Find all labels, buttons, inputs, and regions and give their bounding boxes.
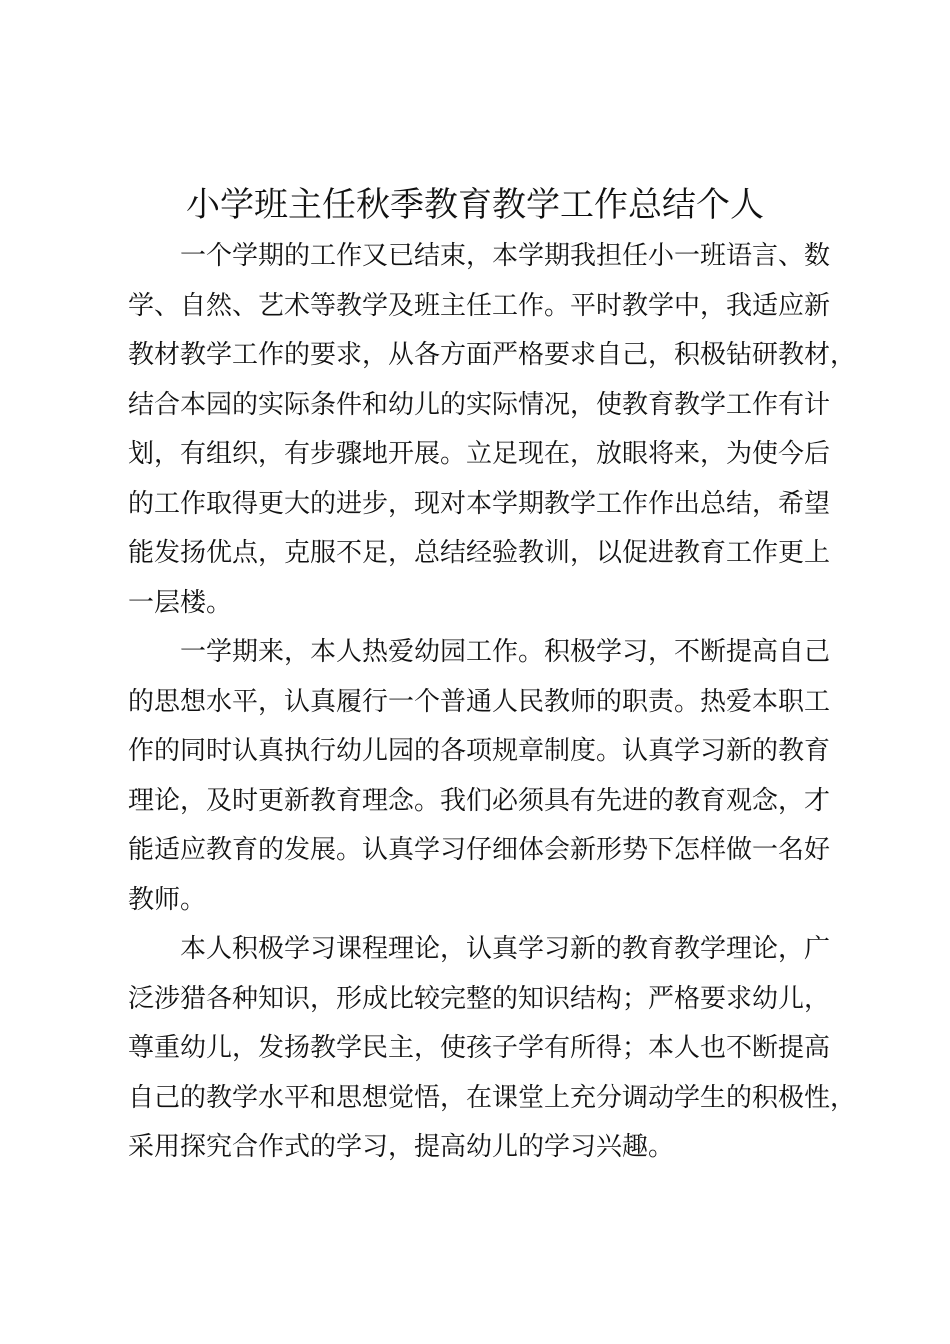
text-line: 的思想水平，认真履行一个普通人民教师的职责。热爱本职工 — [128, 686, 831, 717]
text-line: 学、自然、艺术等教学及班主任工作。平时教学中，我适应新 — [128, 290, 831, 321]
text-line: 一学期来，本人热爱幼园工作。积极学习，不断提高自己 — [180, 637, 831, 667]
text-line: 结合本园的实际条件和幼儿的实际情况，使教育教学工作有计 — [128, 389, 831, 420]
document-body — [128, 232, 857, 1173]
text-line: 自己的教学水平和思想觉悟，在课堂上充分调动学生的积极性， — [128, 1082, 857, 1113]
text-line: 理论，及时更新教育理念。我们必须具有先进的教育观念，才 — [128, 785, 831, 816]
text-line: 教材教学工作的要求，从各方面严格要求自己，积极钻研教材， — [128, 340, 857, 370]
text-line: 的工作取得更大的进步，现对本学期教学工作作出总结，希望 — [128, 488, 831, 519]
text-line: 教师。 — [128, 884, 207, 915]
page-title: 小学班主任秋季教育教学工作总结个人 — [186, 185, 764, 225]
text-line: 本人积极学习课程理论，认真学习新的教育教学理论，广 — [180, 934, 831, 964]
text-line: 划，有组织，有步骤地开展。立足现在，放眼将来，为使今后 — [128, 439, 831, 469]
text-line: 能适应教育的发展。认真学习仔细体会新形势下怎样做一名好 — [128, 835, 831, 865]
paragraph-3 — [128, 925, 857, 1173]
text-line: 一层楼。 — [128, 587, 233, 618]
text-line: 泛涉猎各种知识，形成比较完整的知识结构；严格要求幼儿， — [128, 983, 831, 1014]
text-line: 尊重幼儿，发扬教学民主，使孩子学有所得；本人也不断提高 — [128, 1033, 831, 1063]
paragraph-2 — [128, 628, 831, 925]
text-line: 一个学期的工作又已结束，本学期我担任小一班语言、数 — [180, 241, 831, 271]
text-line: 作的同时认真执行幼儿园的各项规章制度。认真学习新的教育 — [128, 736, 831, 766]
text-line: 能发扬优点，克服不足，总结经验教训，以促进教育工作更上 — [128, 538, 831, 568]
text-line: 采用探究合作式的学习，提高幼儿的学习兴趣。 — [128, 1132, 675, 1162]
paragraph-1 — [128, 232, 857, 628]
